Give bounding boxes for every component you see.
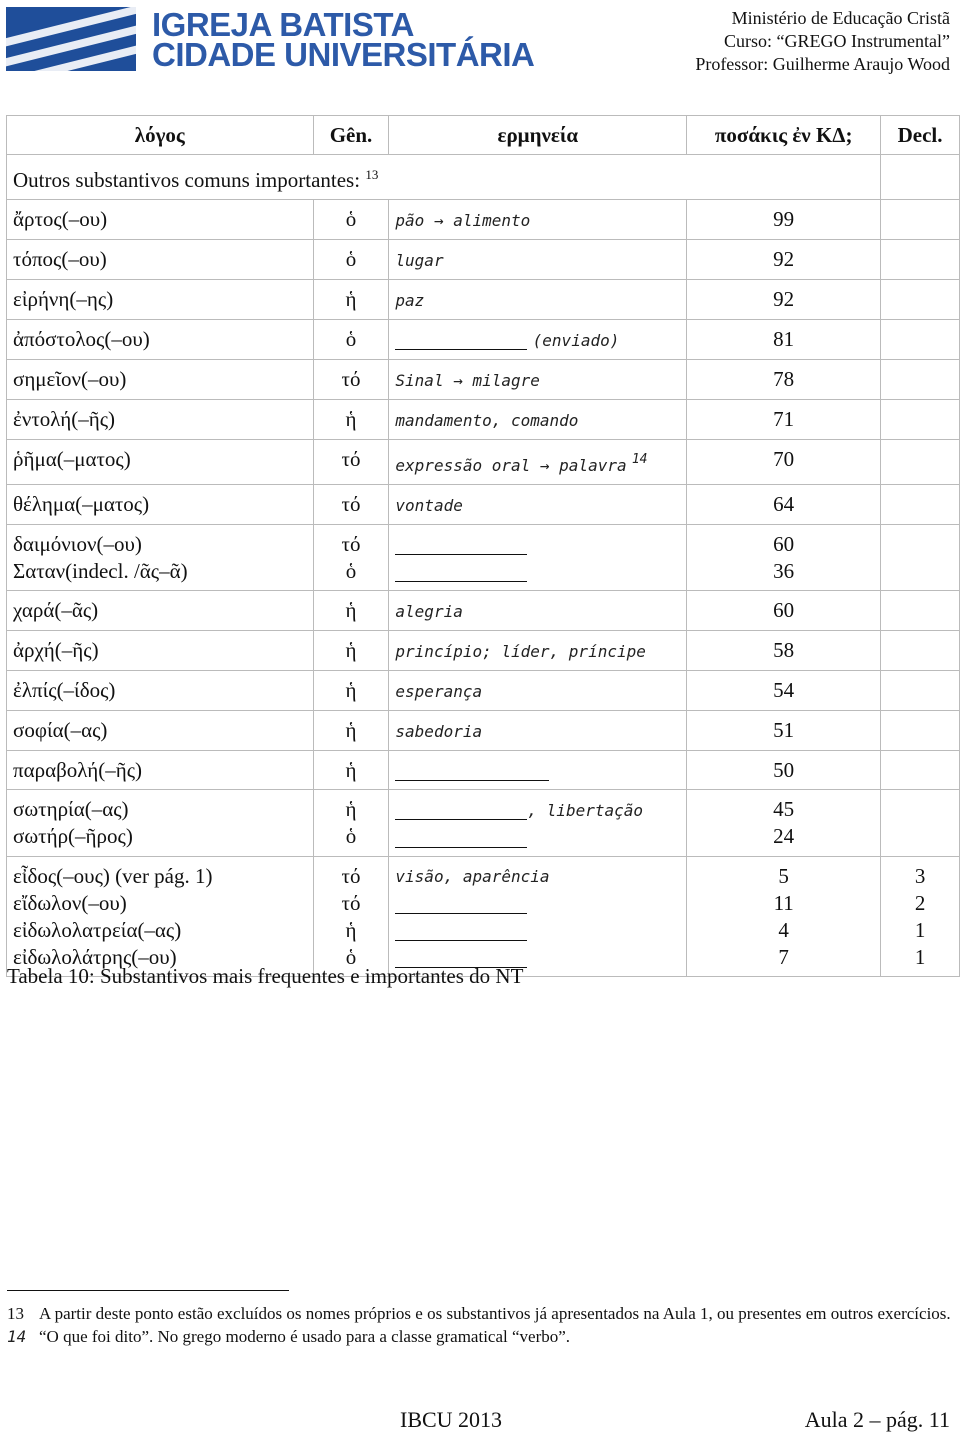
gender-cell: ἡ <box>313 631 389 671</box>
footnote-ref: 14 <box>631 452 648 467</box>
table-row <box>7 711 960 751</box>
meaning-cell <box>389 751 687 790</box>
meaning-cell: Sinal → milagre <box>389 360 687 400</box>
gender-cell: ὁ <box>313 200 389 240</box>
gender-cell: ἡ <box>313 400 389 440</box>
course-info <box>695 7 950 76</box>
footer-org: IBCU 2013 <box>400 1407 503 1432</box>
meaning-cell: vontade <box>389 485 687 525</box>
meaning-cell: , libertação <box>389 790 687 857</box>
table-row <box>7 320 960 360</box>
count-cell: 71 <box>687 400 881 440</box>
word-cell: δαιμόνιον(–ου) Σαταν(indecl. /ᾶς–ᾶ) <box>7 525 314 591</box>
word-cell: ἀπόστολος(–ου) <box>7 320 314 360</box>
meaning-cell: expressão oral → palavra $^{14}$ <box>389 440 687 485</box>
header-gender: Gên. <box>313 116 389 155</box>
logo-text-line1: IGREJA BATISTA <box>152 6 414 43</box>
footnote-13 <box>7 1302 952 1325</box>
footnote-14 <box>7 1325 952 1348</box>
meaning-cell: alegria <box>389 591 687 631</box>
count-cell: 99 <box>687 200 881 240</box>
table-row <box>7 857 960 977</box>
count-cell: 70 <box>687 440 881 485</box>
table-row <box>7 790 960 857</box>
table-row <box>7 751 960 790</box>
gender-cell: ἡ <box>313 751 389 790</box>
gender-cell: τό <box>313 485 389 525</box>
ministry-name: Ministério de Educação Cristã <box>731 8 950 28</box>
footer-page: Aula 2 – pág. 11 <box>804 1407 950 1432</box>
word-cell: ἀρχή(–ῆς) <box>7 631 314 671</box>
section-label: Outros substantivos comuns importantes: $^{13}$ <box>7 155 881 200</box>
count-cell: 81 <box>687 320 881 360</box>
logo-text-line2: CIDADE UNIVERSITÁRIA <box>152 36 535 73</box>
footnote-number: 14 <box>7 1327 27 1346</box>
gender-cell: τό <box>313 440 389 485</box>
meaning-cell <box>389 525 687 591</box>
footnote-number: 13 <box>7 1304 24 1323</box>
table-row <box>7 360 960 400</box>
course-name: Curso: “GREGO Instrumental” <box>724 31 950 51</box>
gender-cell: ὁ <box>313 240 389 280</box>
word-cell: εἰρήνη(–ης) <box>7 280 314 320</box>
word-cell: εἶδος(–ους) (ver pág. 1) εἴδωλον(–ου) εἰδωλολατρεία(–ας) εἰδωλολάτρης(–ου) <box>7 857 314 977</box>
answer-blank <box>395 538 527 555</box>
answer-blank <box>395 803 527 820</box>
table-header-row <box>7 116 960 155</box>
meaning-cell: (enviado) <box>389 320 687 360</box>
gender-cell: ἡ ὁ <box>313 790 389 857</box>
count-cell: 51 <box>687 711 881 751</box>
footnote-text: “O que foi dito”. No grego moderno é usado para a classe gramatical “verbo”. <box>39 1327 571 1346</box>
count-cell: 50 <box>687 751 881 790</box>
meaning-cell: visão, aparência <box>389 857 687 977</box>
word-cell: ἐντολή(–ῆς) <box>7 400 314 440</box>
table-row <box>7 631 960 671</box>
answer-blank <box>395 565 527 582</box>
meaning-cell: pão → alimento <box>389 200 687 240</box>
gender-cell: τό τό ἡ ὁ <box>313 857 389 977</box>
word-cell: ἄρτος(–ου) <box>7 200 314 240</box>
answer-blank <box>395 333 527 350</box>
table-row <box>7 671 960 711</box>
word-cell: τόπος(–ου) <box>7 240 314 280</box>
count-cell: 92 <box>687 240 881 280</box>
meaning-cell: lugar <box>389 240 687 280</box>
count-cell: 78 <box>687 360 881 400</box>
table-row <box>7 200 960 240</box>
count-cell: 45 24 <box>687 790 881 857</box>
table-caption: Tabela 10: Substantivos mais frequentes e importantes do NT <box>7 964 524 988</box>
word-cell: θέλημα(–ματος) <box>7 485 314 525</box>
declension-cell: 3 2 1 1 <box>881 857 960 977</box>
gender-cell: ἡ <box>313 711 389 751</box>
answer-blank <box>395 831 527 848</box>
header-count: ποσάκις ἐν ΚΔ; <box>687 116 881 155</box>
gender-cell: ἡ <box>313 280 389 320</box>
table-row <box>7 240 960 280</box>
gender-cell: ἡ <box>313 591 389 631</box>
meaning-cell: esperança <box>389 671 687 711</box>
footnotes <box>7 1302 952 1348</box>
gender-cell: τό ὁ <box>313 525 389 591</box>
count-cell: 60 36 <box>687 525 881 591</box>
footnote-text: A partir deste ponto estão excluídos os nomes próprios e os substantivos já apresentados na Aula 1, ou presentes em outros exercícios. <box>39 1304 951 1323</box>
answer-blank <box>395 924 527 941</box>
header-declension: Decl. <box>881 116 960 155</box>
table-row <box>7 280 960 320</box>
answer-blank <box>395 764 549 781</box>
header-meaning: ερμηνεία <box>389 116 687 155</box>
table-row <box>7 485 960 525</box>
table-row <box>7 591 960 631</box>
vocabulary-table <box>6 115 960 977</box>
meaning-cell: mandamento, comando <box>389 400 687 440</box>
word-cell: ἐλπίς(–ίδος) <box>7 671 314 711</box>
meaning-cell: princípio; líder, príncipe <box>389 631 687 671</box>
word-cell: σοφία(–ας) <box>7 711 314 751</box>
section-row <box>7 155 960 200</box>
count-cell: 92 <box>687 280 881 320</box>
word-cell: παραβολή(–ῆς) <box>7 751 314 790</box>
gender-cell: ὁ <box>313 320 389 360</box>
table-row <box>7 440 960 485</box>
table-row <box>7 400 960 440</box>
table-row <box>7 525 960 591</box>
church-logo-icon <box>6 7 136 71</box>
count-cell: 5 11 4 7 <box>687 857 881 977</box>
count-cell: 64 <box>687 485 881 525</box>
answer-blank <box>395 897 527 914</box>
gender-cell: ἡ <box>313 671 389 711</box>
meaning-cell: paz <box>389 280 687 320</box>
footnote-ref: 13 <box>365 167 379 182</box>
header-word: λόγος <box>7 116 314 155</box>
count-cell: 60 <box>687 591 881 631</box>
word-cell: χαρά(–ᾶς) <box>7 591 314 631</box>
word-cell: ῥῆμα(–ματος) <box>7 440 314 485</box>
page-header <box>0 0 960 90</box>
word-cell: σωτηρία(–ας) σωτήρ(–ῆρος) <box>7 790 314 857</box>
professor-name: Professor: Guilherme Araujo Wood <box>695 54 950 74</box>
count-cell: 54 <box>687 671 881 711</box>
word-cell: σημεῖον(–ου) <box>7 360 314 400</box>
gender-cell: τό <box>313 360 389 400</box>
meaning-cell: sabedoria <box>389 711 687 751</box>
footnote-divider <box>7 1290 289 1291</box>
count-cell: 58 <box>687 631 881 671</box>
